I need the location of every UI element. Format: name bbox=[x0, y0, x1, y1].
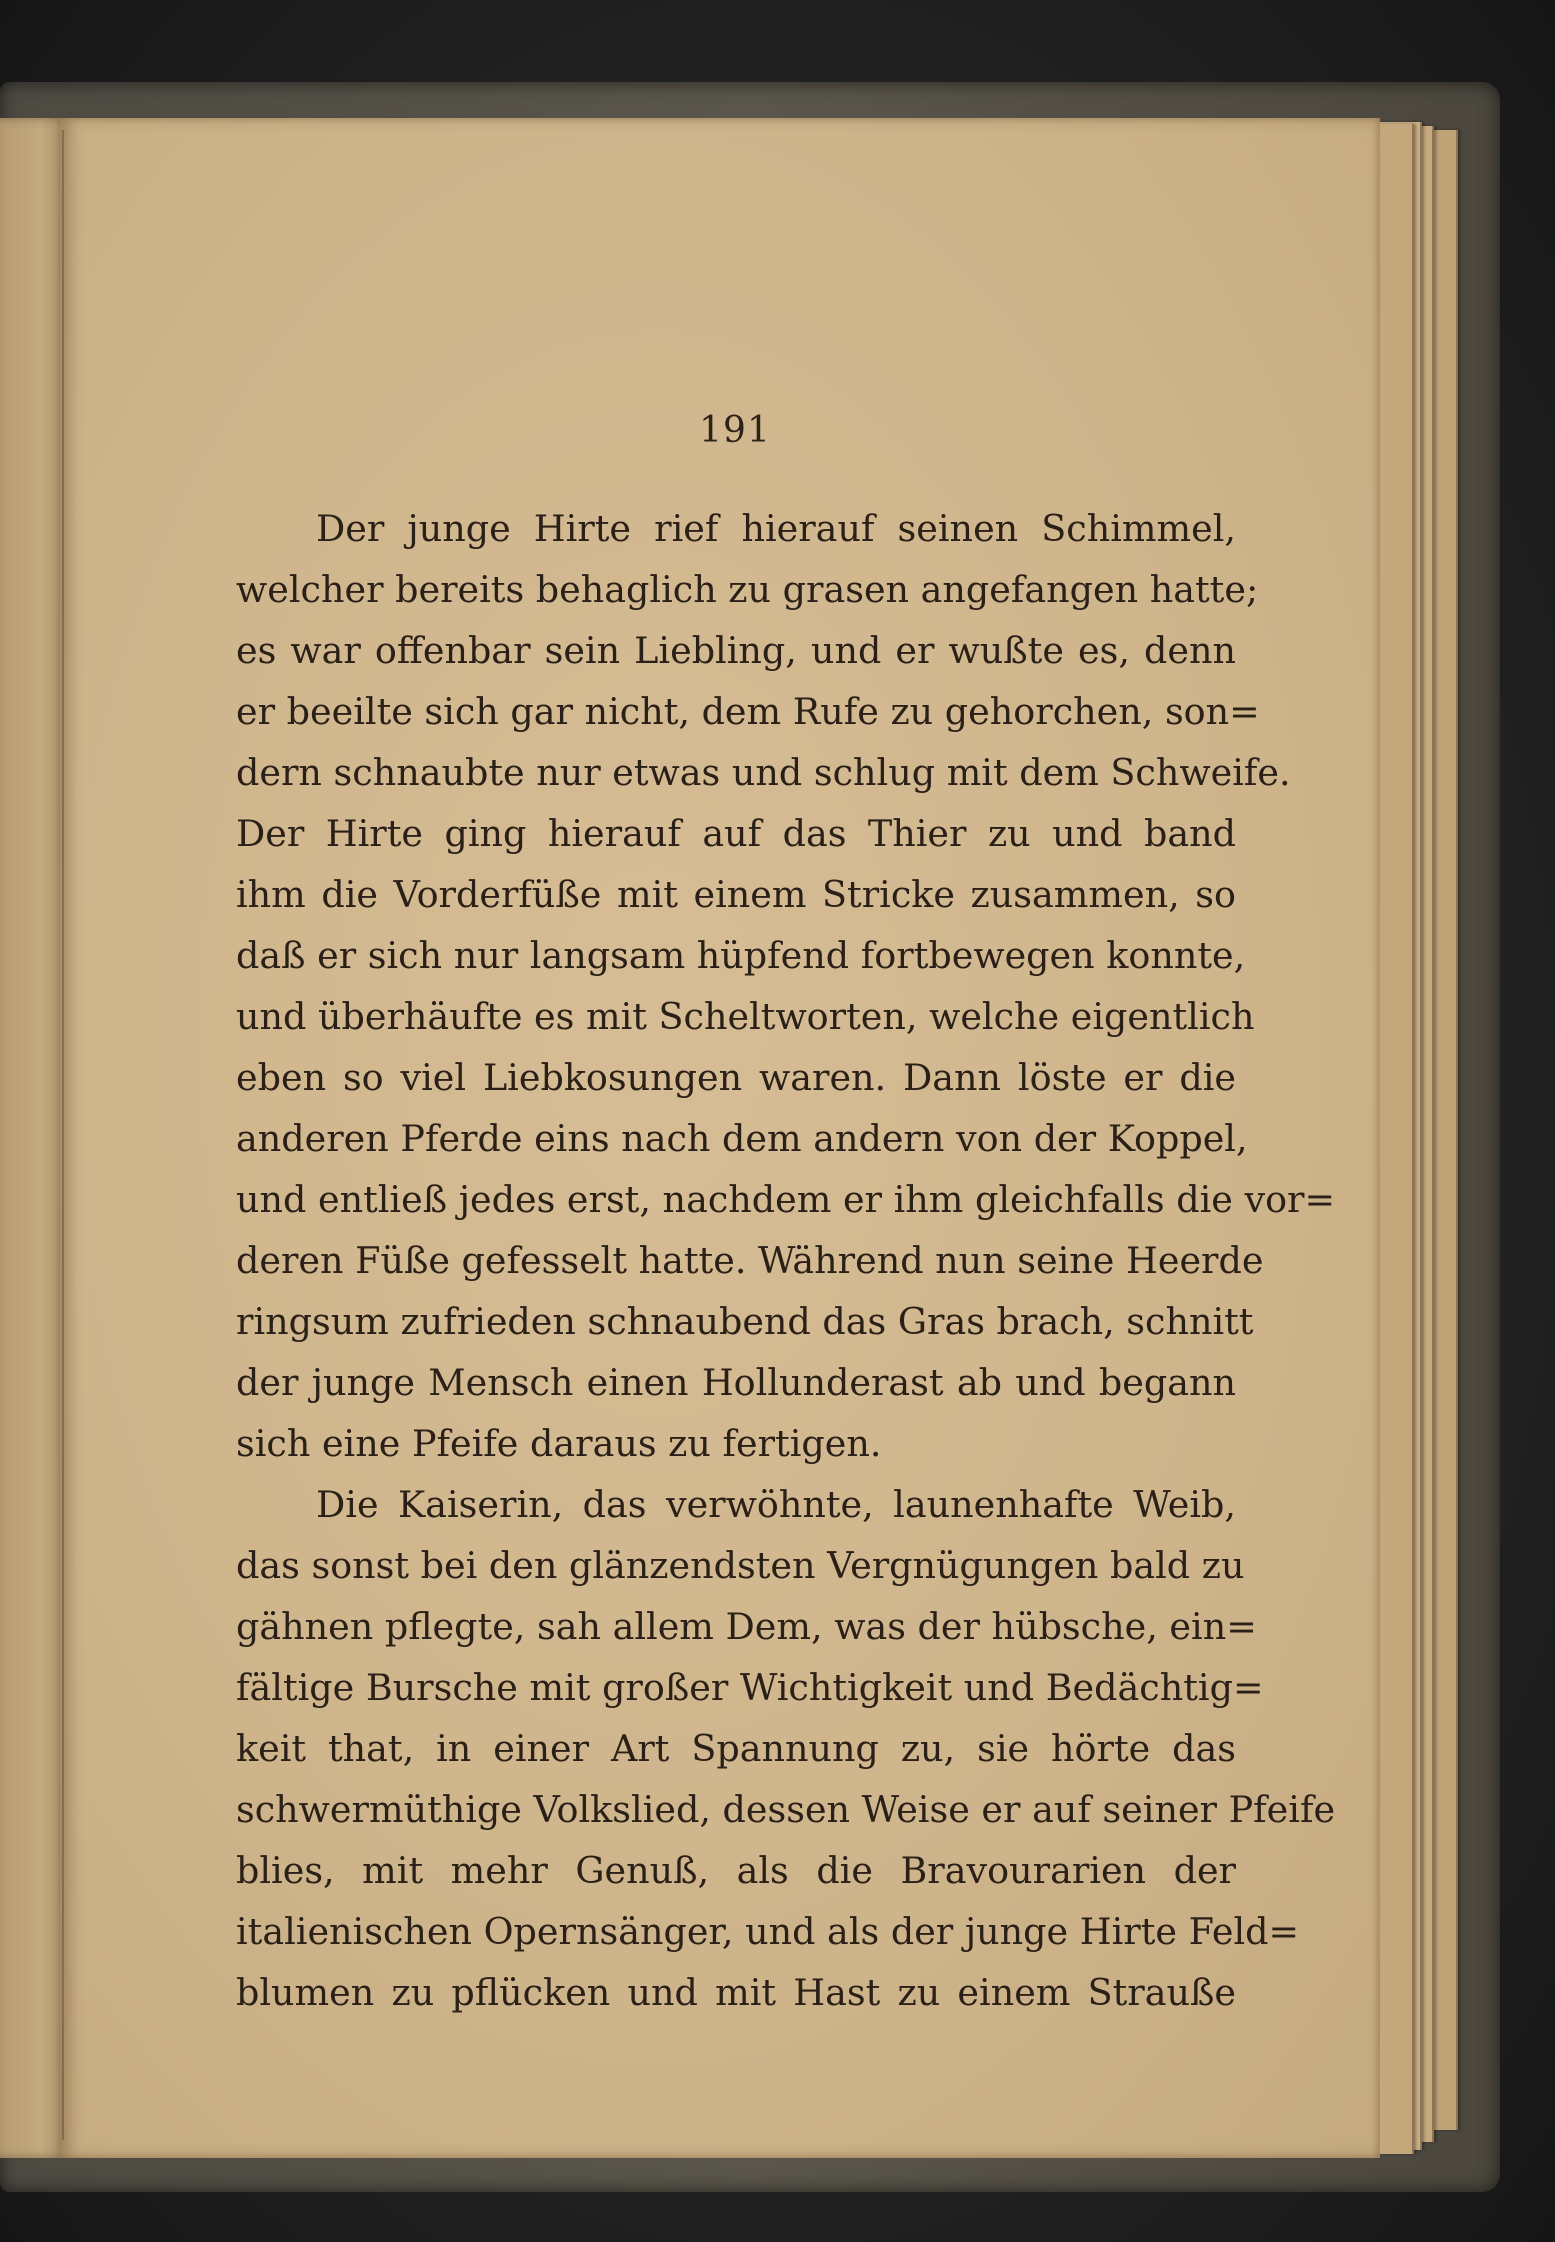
text-line: der junge Mensch einen Hollunderast ab und begann bbox=[236, 1361, 1236, 1404]
text-line: daß er sich nur langsam hüpfend fortbewegen konnte, bbox=[236, 934, 1246, 977]
previous-page-edge bbox=[0, 118, 68, 2158]
text-line: eben so viel Liebkosungen waren. Dann löste er die bbox=[236, 1056, 1236, 1099]
book-page bbox=[60, 118, 1380, 2158]
text-line: fältige Bursche mit großer Wichtigkeit und Bedächtig= bbox=[236, 1666, 1264, 1709]
text-line: blumen zu pflücken und mit Hast zu einem Strauße bbox=[236, 1971, 1236, 2014]
text-line: anderen Pferde eins nach dem andern von der Koppel, bbox=[236, 1117, 1248, 1160]
text-line: keit that, in einer Art Spannung zu, sie hörte das bbox=[236, 1727, 1236, 1770]
text-line: deren Füße gefesselt hatte. Während nun seine Heerde bbox=[236, 1239, 1264, 1282]
gutter-fold bbox=[62, 130, 64, 2140]
page-body-text bbox=[236, 498, 1336, 2023]
text-line: und überhäufte es mit Scheltworten, welche eigentlich bbox=[236, 995, 1255, 1038]
text-line: und entließ jedes erst, nachdem er ihm gleichfalls die vor= bbox=[236, 1178, 1336, 1221]
text-line: er beeilte sich gar nicht, dem Rufe zu gehorchen, son= bbox=[236, 690, 1260, 733]
text-line: dern schnaubte nur etwas und schlug mit dem Schweife. bbox=[236, 751, 1291, 794]
text-line: Der junge Hirte rief hierauf seinen Schimmel, bbox=[316, 507, 1236, 550]
text-line: ringsum zufrieden schnaubend das Gras brach, schnitt bbox=[236, 1300, 1254, 1343]
text-line: gähnen pflegte, sah allem Dem, was der hübsche, ein= bbox=[236, 1605, 1257, 1648]
text-line: schwermüthige Volkslied, dessen Weise er auf seiner Pfeife bbox=[236, 1788, 1336, 1831]
text-line: Die Kaiserin, das verwöhnte, launenhafte Weib, bbox=[316, 1483, 1236, 1526]
text-line: Der Hirte ging hierauf auf das Thier zu und band bbox=[236, 812, 1236, 855]
text-line: ihm die Vorderfüße mit einem Stricke zusammen, so bbox=[236, 873, 1236, 916]
page-number: 191 bbox=[699, 410, 771, 451]
text-line: sich eine Pfeife daraus zu fertigen. bbox=[236, 1422, 882, 1465]
text-line: das sonst bei den glänzendsten Vergnügungen bald zu bbox=[236, 1544, 1245, 1587]
text-line: welcher bereits behaglich zu grasen angefangen hatte; bbox=[236, 568, 1259, 611]
text-line: es war offenbar sein Liebling, und er wußte es, denn bbox=[236, 629, 1236, 672]
text-line: blies, mit mehr Genuß, als die Bravourarien der bbox=[236, 1849, 1236, 1892]
text-line: italienischen Opernsänger, und als der junge Hirte Feld= bbox=[236, 1910, 1300, 1953]
